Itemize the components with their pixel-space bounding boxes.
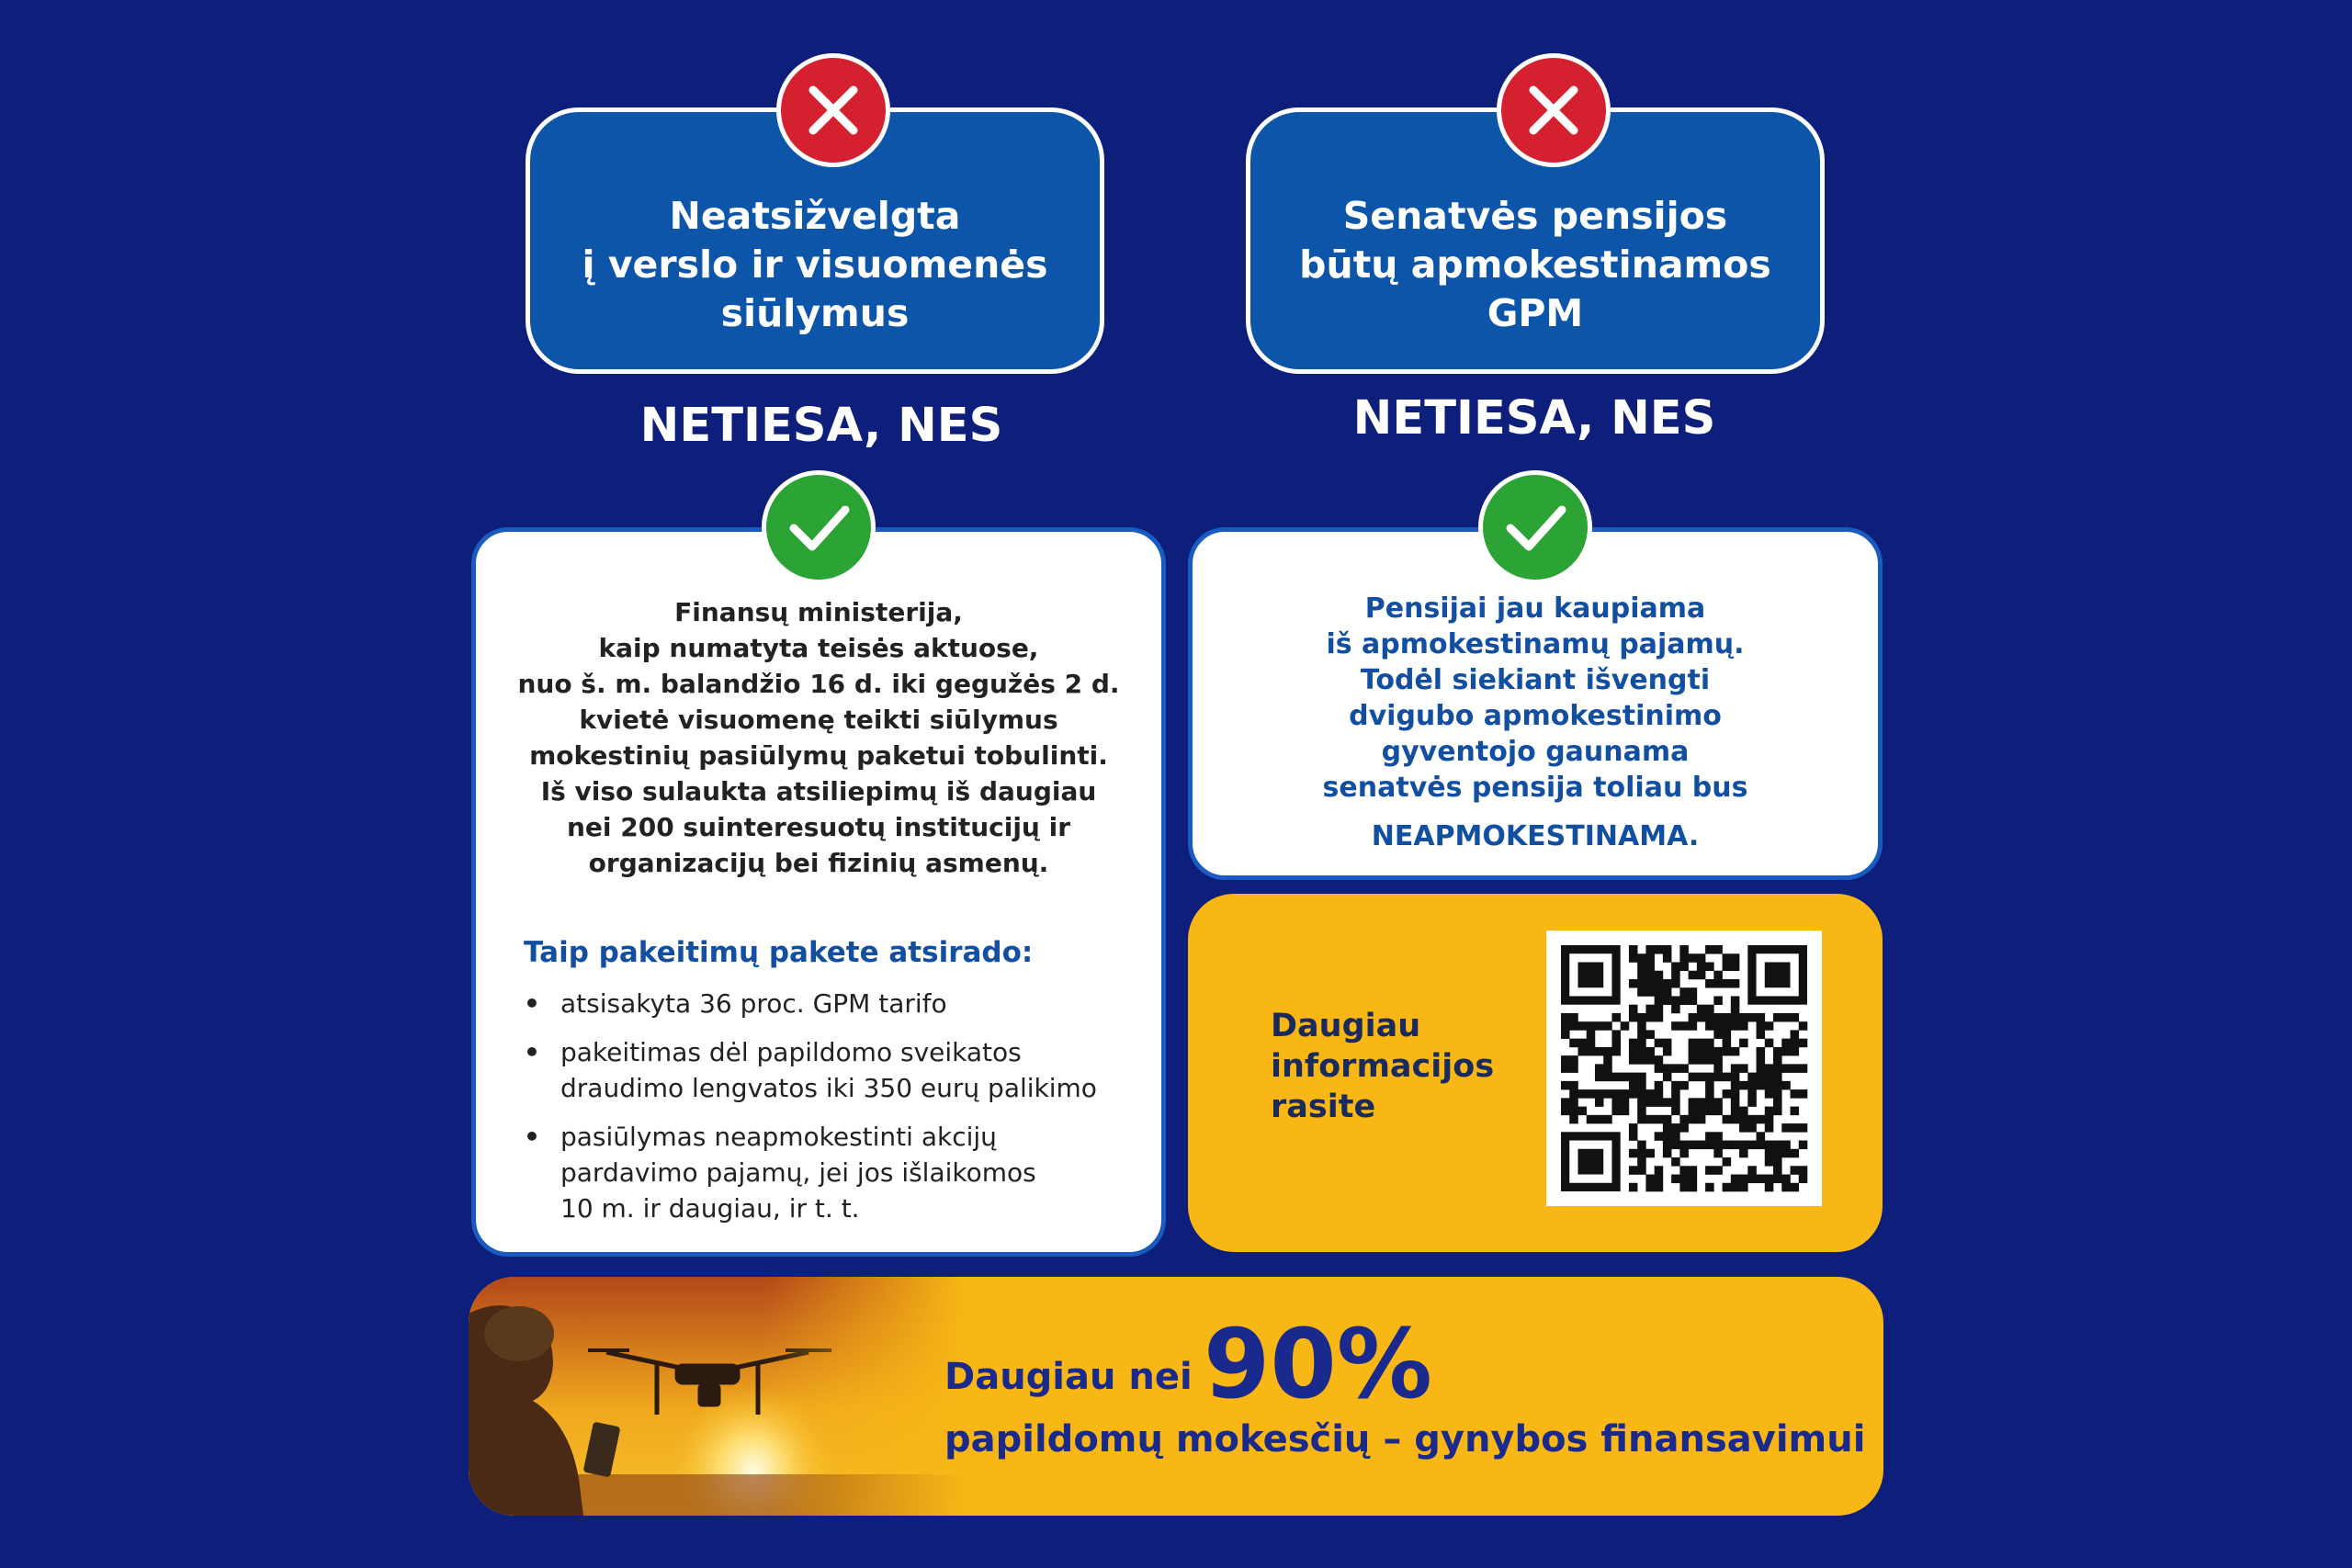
banner-line1: Daugiau nei	[944, 1356, 1193, 1398]
bullet: •	[524, 1122, 540, 1152]
fact-strong-right: NEAPMOKESTINAMA.	[1371, 820, 1700, 852]
info-text: Daugiau informacijos rasite	[1271, 1008, 1495, 1125]
bullet: •	[524, 988, 540, 1019]
bullet: •	[524, 1037, 540, 1067]
check-icon	[1478, 470, 1592, 584]
cross-icon	[776, 53, 890, 167]
check-icon	[762, 470, 876, 584]
bullet-list	[524, 986, 1130, 1239]
verdict-left: NETIESA, NES	[639, 399, 1003, 453]
banner-photo	[469, 1277, 965, 1516]
list-heading: Taip pakeitimų pakete atsirado:	[524, 936, 1034, 969]
banner	[469, 1277, 1883, 1516]
list-item: • atsisakyta 36 proc. GPM tarifo	[524, 986, 1130, 1021]
verdict-right: NETIESA, NES	[1352, 391, 1716, 446]
info-box	[1188, 894, 1883, 1252]
list-item: • pasiūlymas neapmokestinti akcijų pardavimo pajamų, jei jos išlaikomos 10 m. ir daugiau, ir t. t.	[524, 1119, 1130, 1226]
fact-text-right: Pensijai jau kaupiama iš apmokestinamų pajamų. Todėl siekiant išvengti dvigubo apmokestinimo gyventojo gaunama senatvės pensija toliau bus	[1322, 592, 1748, 804]
fact-box-left	[471, 527, 1166, 1257]
banner-line2: papildomų mokesčių – gynybos finansavimui	[944, 1418, 1866, 1461]
myth-text-left: Neatsižvelgta į verslo ir visuomenės siūlymus	[582, 193, 1048, 335]
qr-code[interactable]	[1546, 931, 1822, 1206]
cross-icon	[1497, 53, 1611, 167]
list-item: • pakeitimas dėl papildomo sveikatos draudimo lengvatos iki 350 eurų palikimo	[524, 1034, 1130, 1106]
banner-percentage: 90%	[1204, 1308, 1432, 1420]
fact-text-left: Finansų ministerija, kaip numatyta teisės aktuose, nuo š. m. balandžio 16 d. iki gegužės 2 d. kvietė visuomenę teikti siūlymus mokestinių pasiūlymų paketui tobulinti. Iš viso sulaukta atsiliepimų iš daugiau nei 200 suinteresuotų institucijų ir organizacijų bei fizinių asmenų.	[517, 597, 1120, 878]
myth-text-right: Senatvės pensijos būtų apmokestinamos GPM	[1299, 193, 1771, 335]
